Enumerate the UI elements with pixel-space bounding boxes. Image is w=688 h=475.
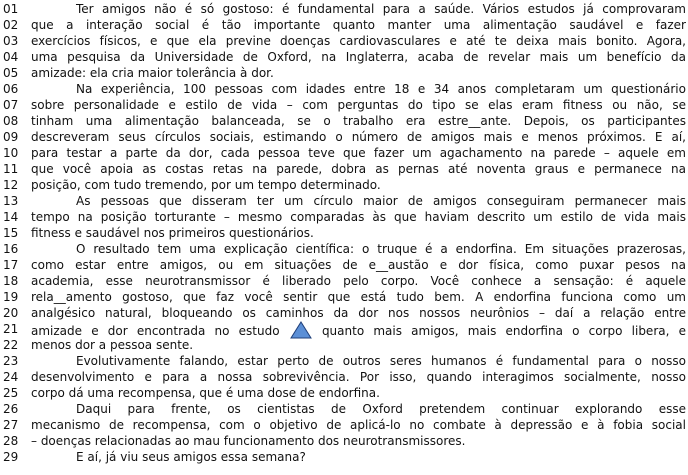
- line-text: Na experiência, 100 pessoas com idades entre 18 e 34 anos completaram um questionário: [76, 82, 686, 96]
- text-line: [0, 289, 688, 305]
- line-number: 11: [3, 162, 19, 176]
- line-text-part: amizade e dor encontrada no estudo: [31, 324, 280, 338]
- text-line: [0, 1, 688, 17]
- line-number: 05: [3, 66, 19, 80]
- line-number: 17: [3, 258, 19, 272]
- line-text: mecanismo de recompensa, com o objetivo de aplicá-lo no combate à depressão e à fobia social: [31, 418, 686, 432]
- line-text: tempo na posição torturante – mesmo comparadas às que haviam descrito um estilo de vida mais: [31, 210, 686, 224]
- text-line: [0, 241, 688, 257]
- text-line: [0, 161, 688, 177]
- line-number: 18: [3, 274, 19, 288]
- line-text: posição, com tudo tremendo, por um tempo determinado.: [31, 178, 381, 192]
- line-text: uma pesquisa da Universidade de Oxford, na Inglaterra, acaba de revelar mais um benefício da: [31, 50, 686, 64]
- line-text: que você apoia as costas retas na parede, dobra as pernas até noventa graus e permanece na: [31, 162, 686, 176]
- text-line: [0, 225, 688, 241]
- line-number: 25: [3, 386, 19, 400]
- line-text: O resultado tem uma explicação científica: o truque é a endorfina. Em situações prazerosas,: [76, 242, 686, 256]
- line-text: desenvolvimento e para a nossa sobrevivência. Por isso, quando interagimos socialmente, nosso: [31, 370, 686, 384]
- line-text: E aí, já viu seus amigos essa semana?: [76, 450, 306, 464]
- line-number: 26: [3, 402, 19, 416]
- line-number: 27: [3, 418, 19, 432]
- text-line: [0, 449, 688, 465]
- line-number: 23: [3, 354, 19, 368]
- text-line: [0, 385, 688, 401]
- line-text: As pessoas que disseram ter um círculo maior de amigos conseguiram permanecer mais: [76, 194, 686, 208]
- text-line: [0, 129, 688, 145]
- text-line: [0, 209, 688, 225]
- line-text: amizade: ela cria maior tolerância à dor.: [31, 66, 274, 80]
- line-number: 12: [3, 178, 19, 192]
- line-number: 01: [3, 2, 19, 16]
- line-text: exercícios físicos, e que ela previne doenças cardiovasculares e até te deixa mais bonito. Agora,: [31, 34, 686, 48]
- line-text: menos dor a pessoa sente.: [31, 338, 194, 352]
- line-number: 02: [3, 18, 19, 32]
- line-number: 06: [3, 82, 19, 96]
- line-text: academia, esse neurotransmissor é liberado pelo corpo. Você conhece a sensação: é aquele: [31, 274, 686, 288]
- text-line: [0, 273, 688, 289]
- text-line: [0, 193, 688, 209]
- text-line: [0, 33, 688, 49]
- line-number: 13: [3, 194, 19, 208]
- text-line: [0, 305, 688, 321]
- line-number: 07: [3, 98, 19, 112]
- line-text: sobre personalidade e estilo de vida – com perguntas do tipo se elas eram fitness ou não, se: [31, 98, 686, 112]
- line-number: 22: [3, 338, 19, 352]
- line-text: que a interação social é tão importante quanto manter uma alimentação saudável e fazer: [31, 18, 686, 32]
- text-line: [0, 337, 688, 353]
- line-number: 08: [3, 114, 19, 128]
- line-number: 20: [3, 306, 19, 320]
- text-line: [0, 401, 688, 417]
- line-number: 28: [3, 434, 19, 448]
- line-text: corpo dá uma recompensa, que é uma dose de endorfina.: [31, 386, 380, 400]
- line-text: como estar entre amigos, ou em situações de e__austão e dor física, como puxar pesos na: [31, 258, 686, 272]
- text-line: [0, 321, 688, 337]
- text-line: [0, 65, 688, 81]
- line-text: – doenças relacionadas ao mau funcionamento dos neurotransmissores.: [31, 434, 466, 448]
- text-line: [0, 417, 688, 433]
- line-text: fitness e saudável nos primeiros questionários.: [31, 226, 314, 240]
- line-number: 29: [3, 450, 19, 464]
- line-number: 14: [3, 210, 19, 224]
- text-line: [0, 353, 688, 369]
- line-text: Daqui para frente, os cientistas de Oxford pretendem continuar explorando esse: [76, 402, 686, 416]
- line-text: rela__amento gostoso, que faz você sentir que está tudo bem. A endorfina funciona como um: [31, 290, 686, 304]
- text-line: [0, 81, 688, 97]
- text-line: [0, 97, 688, 113]
- line-number: 24: [3, 370, 19, 384]
- line-number: 16: [3, 242, 19, 256]
- line-text: para testar a parte da dor, cada pessoa teve que fazer um agachamento na parede – aquele em: [31, 146, 686, 160]
- text-line: [0, 433, 688, 449]
- text-line: [0, 257, 688, 273]
- text-line: [0, 49, 688, 65]
- line-number: 10: [3, 146, 19, 160]
- line-text: analgésico natural, bloqueando os caminhos da dor nos nossos neurônios – daí a relação entre: [31, 306, 686, 320]
- text-line: [0, 17, 688, 33]
- text-line: [0, 145, 688, 161]
- line-text: tinham uma alimentação balanceada, se o trabalho era estre__ante. Depois, os participantes: [31, 114, 686, 128]
- line-number: 09: [3, 130, 19, 144]
- text-line: [0, 113, 688, 129]
- line-number: 03: [3, 34, 19, 48]
- line-text: Ter amigos não é só gostoso: é fundamental para a saúde. Vários estudos já comprovaram: [76, 2, 686, 16]
- line-number: 21: [3, 322, 19, 336]
- text-line: [0, 369, 688, 385]
- line-number: 04: [3, 50, 19, 64]
- text-line: [0, 177, 688, 193]
- line-text: descreveram seus círculos sociais, estimando o número de amigos mais e menos próximos. E aí,: [31, 130, 686, 144]
- line-text-part: quanto mais amigos, mais endorfina o corpo libera, e: [321, 324, 686, 338]
- line-number: 19: [3, 290, 19, 304]
- line-text: Evolutivamente falando, estar perto de outros seres humanos é fundamental para o nosso: [76, 354, 686, 368]
- line-number: 15: [3, 226, 19, 240]
